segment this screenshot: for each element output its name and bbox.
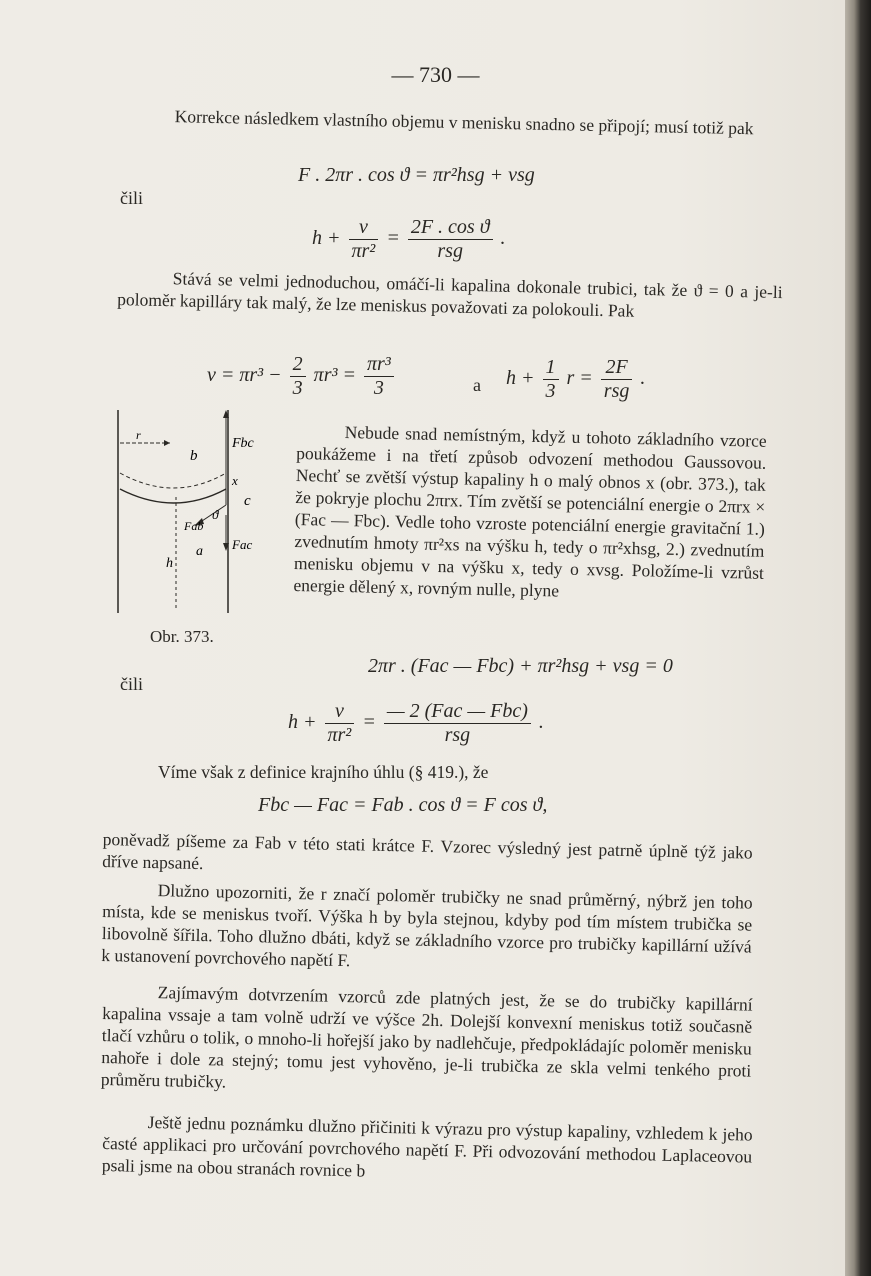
page-number: — 730 — xyxy=(391,62,480,87)
eq4-part-a: h + xyxy=(506,367,535,390)
eq3-part-a: v = πr³ − xyxy=(207,364,282,387)
eq3-part-b: πr³ = xyxy=(313,364,356,387)
fig-label-c: c xyxy=(244,493,251,509)
fig-label-b: b xyxy=(190,448,198,464)
eq3-fraction-1 xyxy=(290,353,306,400)
eq6-rnum: — 2 (Fac — Fbc) xyxy=(386,700,528,722)
eq4-end: . xyxy=(640,367,646,390)
paragraph-5: poněvadž píšeme za Fab v této stati krátce F. Vzorec výsledný jest patrně úplně týž jako dříve napsané. xyxy=(102,828,753,874)
eq2-rnum: 2F . cos ϑ xyxy=(410,216,490,238)
eq2-fraction-right xyxy=(408,216,493,263)
equation-2 xyxy=(312,216,506,263)
eq3-n2: πr³ xyxy=(366,353,391,375)
eq4-d1: 3 xyxy=(543,379,559,403)
figure-caption: Obr. 373. xyxy=(150,627,214,646)
fig-label-theta: ϑ xyxy=(212,507,219,522)
eq6-den: πr² xyxy=(325,723,355,747)
fig-label-x: x xyxy=(232,473,238,488)
eq4-fraction-2 xyxy=(601,356,633,403)
eq4-d2: rsg xyxy=(601,379,633,403)
fig-label-Fbc: Fbc xyxy=(232,436,254,451)
eq3-d2: 3 xyxy=(364,376,394,400)
eq2-num: v xyxy=(358,216,368,238)
eq3-n1: 2 xyxy=(292,353,303,375)
paragraph-6: Dlužno upozorniti, že r značí poloměr trubičky ne snad průměrný, nýbrž jen toho místa, kde se meniskus tvoří. Výška h by byla stejnou, kdyby pod tím místem trubička se libovolně šířila. Toho dlužno dbáti, když se základního vzorce pro trubičky kapillární užívá k ustanovení povrchového napětí F. xyxy=(101,880,753,971)
label-cili-2: čili xyxy=(120,674,143,694)
eq2-eq: = xyxy=(386,227,400,250)
figure-373 xyxy=(110,405,280,625)
paragraph-7: Zajímavým dotvrzením vzorců zde platných jest, že se do trubičky kapillární kapalina vssaje a tam volně udrží ve výšce 2h. Dolejší konvexní meniskus totiž současně tlačí vzhůru o tolik, o mnoho-li hořejší jako by nadlehčuje, předpokládajíc poloměr menisku nahoře i dole za stejný; tomu jest vyhověno, je-li trubička ze skla velmi tenkého proti průměru trubičky. xyxy=(100,982,753,1092)
paragraph-2: Stává se velmi jednoduchou, omáčí-li kapalina dokonale trubici, tak že ϑ = 0 a je-li poloměr kapilláry tak malý, že lze meniskus považovati za polokouli. Pak xyxy=(117,268,783,321)
eq6-fraction-right xyxy=(384,700,531,747)
label-a: a xyxy=(473,375,481,395)
fig-label-r: r xyxy=(136,428,141,442)
eq2-end: . xyxy=(500,227,506,250)
equation-6 xyxy=(288,700,544,747)
page-binding-edge xyxy=(845,0,871,1276)
paragraph-8: Ještě jednu poznámku dlužno přičiniti k výrazu pro výstup kapaliny, vzhledem k jeho časté applikaci pro určování povrchového napětí F. Při odvozování methodou Laplaceovou psali jsme na obou stranách rovnice b xyxy=(101,1111,753,1181)
label-cili-1: čili xyxy=(120,188,143,208)
eq6-rden: rsg xyxy=(384,723,531,747)
equation-3 xyxy=(207,353,397,400)
eq4-part-b: r = xyxy=(566,367,593,390)
eq3-fraction-2 xyxy=(364,353,394,400)
eq2-den: πr² xyxy=(349,239,379,263)
eq6-lhs: h + xyxy=(288,711,317,734)
equation-5: 2πr . (Fac — Fbc) + πr²hsg + vsg = 0 xyxy=(368,655,673,677)
eq3-d1: 3 xyxy=(290,376,306,400)
eq2-rden: rsg xyxy=(408,239,493,263)
fig-label-Fab: Fab xyxy=(184,519,204,533)
equation-4 xyxy=(506,356,645,403)
eq2-lhs: h + xyxy=(312,227,341,250)
paragraph-4: Víme však z definice krajního úhlu (§ 419.), že xyxy=(158,762,489,782)
eq6-num: v xyxy=(334,700,344,722)
eq4-fraction-1 xyxy=(543,356,559,403)
radius-arrow xyxy=(164,440,170,446)
paragraph-1: Korrekce následkem vlastního objemu v menisku snadno se připojí; musí totiž pak xyxy=(174,106,754,139)
equation-1: F . 2πr . cos ϑ = πr²hsg + vsg xyxy=(298,164,535,186)
meniskus-lower xyxy=(120,489,226,503)
fig-label-a: a xyxy=(196,544,203,559)
equation-7: Fbc — Fac = Fab . cos ϑ = F cos ϑ, xyxy=(258,794,548,816)
eq4-n2: 2F xyxy=(605,356,628,378)
eq6-fraction-left xyxy=(325,700,355,747)
fig-label-Fac: Fac xyxy=(232,537,253,552)
eq6-end: . xyxy=(538,711,544,734)
paragraph-3: Nebude snad nemístným, když u tohoto základního vzorce poukážeme i na třetí způsob odvození methodou Gaussovou. Nechť se zvětší výstup kapaliny h o malý obnos x (obr. 373.), tak že pokryje plochu 2πrx. Tím zvětší se potenciální energie o 2πrx × (Fac — Fbc). Vedle toho vzroste potenciální energie gravitační 1.) zvednutím hmoty πr²xs na výšku h, tedy o πr²xhsg, 2.) zvednutím menisku objemu v na výšku x, tedy o xvsg. Položíme-li vzrůst energie dělený x, rovným nulle, plyne xyxy=(293,422,767,601)
fig-label-h: h xyxy=(166,556,173,571)
meniskus-upper xyxy=(120,473,226,488)
eq2-fraction-left xyxy=(349,216,379,263)
eq4-n1: 1 xyxy=(545,356,556,378)
eq6-eq: = xyxy=(362,711,376,734)
